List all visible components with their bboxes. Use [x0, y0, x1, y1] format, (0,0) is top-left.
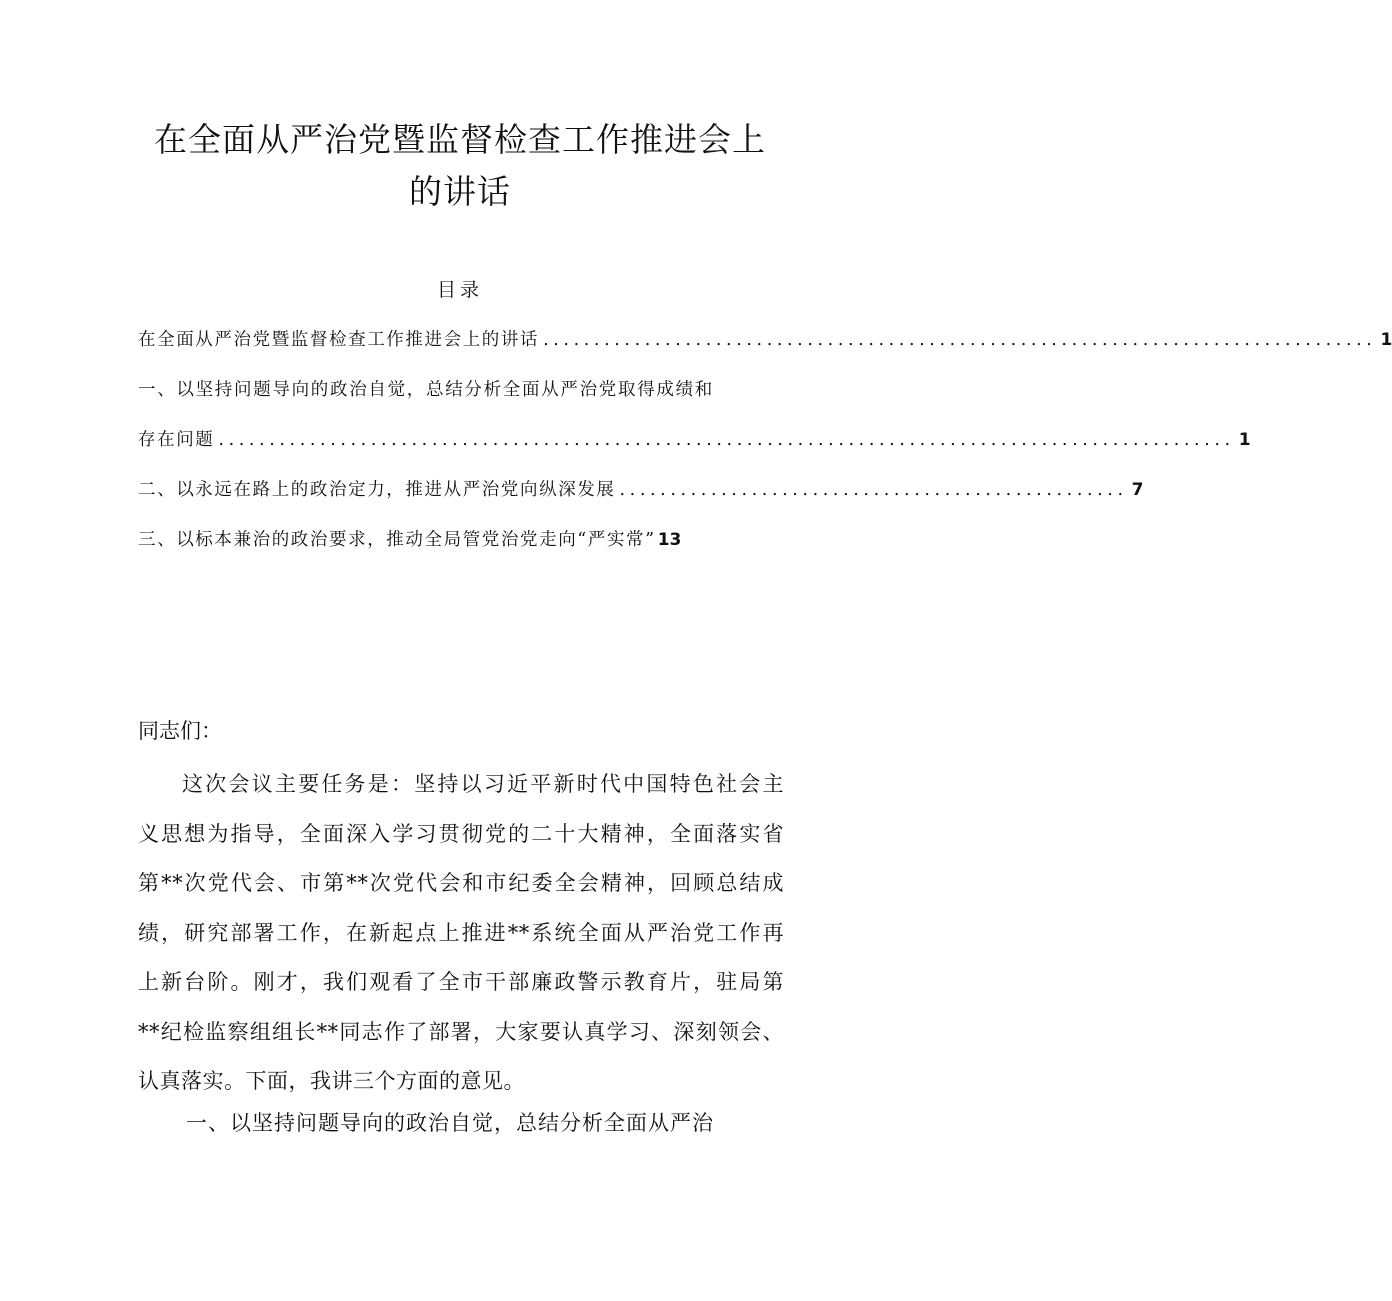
section-heading: 一、以坚持问题导向的政治自觉，总结分析全面从严治	[186, 1111, 714, 1135]
toc-entry-page: 1	[1380, 330, 1392, 350]
toc-leader-dots: ..................................................................................	[543, 330, 1377, 350]
paragraph-line: 认真落实。下面，我讲三个方面的意见。	[138, 1069, 525, 1093]
toc-entry[interactable]	[138, 526, 778, 554]
paragraph-line: 上新台阶。刚才，我们观看了全市干部廉政警示教育片，驻局第	[138, 970, 784, 994]
body-paragraph	[138, 760, 784, 1107]
paragraph-line: 绩，研究部署工作，在新起点上推进**系统全面从严治党工作再	[138, 920, 784, 945]
salutation: 同志们：	[138, 719, 222, 743]
toc-entry-text: 二、以永远在路上的政治定力，推进从严治党向纵深发展	[138, 480, 616, 500]
toc-leader-dots: ....................................................................................................	[218, 430, 1235, 450]
toc-entry-page: 13	[657, 530, 682, 550]
toc-entry[interactable]	[138, 476, 1144, 504]
document-title-line-2: 的讲话	[409, 172, 511, 211]
toc-entry[interactable]	[138, 326, 1392, 354]
toc-leader-dots: ..................................................	[619, 480, 1128, 500]
toc-entry-text: 在全面从严治党暨监督检查工作推进会上的讲话	[138, 330, 540, 350]
paragraph-line: **纪检监察组组长**同志作了部署，大家要认真学习、深刻领会、	[138, 1019, 784, 1044]
toc-entry-page: 7	[1131, 480, 1144, 500]
paragraph-line: 第**次党代会、市第**次党代会和市纪委全会精神，回顾总结成	[138, 871, 784, 895]
document-title-line-1: 在全面从严治党暨监督检查工作推进会上	[154, 120, 766, 159]
toc-entry-text: 一、以坚持问题导向的政治自觉，总结分析全面从严治党取得成绩和	[138, 380, 714, 400]
paragraph-line: 这次会议主要任务是：坚持以习近平新时代中国特色社会主	[182, 772, 784, 796]
paragraph-line: 义思想为指导，全面深入学习贯彻党的二十大精神，全面落实省	[138, 821, 784, 846]
toc-entry[interactable]	[138, 376, 778, 404]
toc-entry-text: 三、以标本兼治的政治要求，推动全局管党治党走向“严实常”	[138, 530, 656, 550]
toc-entry-text: 存在问题	[138, 430, 215, 450]
toc-entry-continuation[interactable]	[138, 426, 1251, 454]
toc-entry-page: 1	[1238, 430, 1251, 450]
toc-heading: 目录	[436, 279, 483, 301]
